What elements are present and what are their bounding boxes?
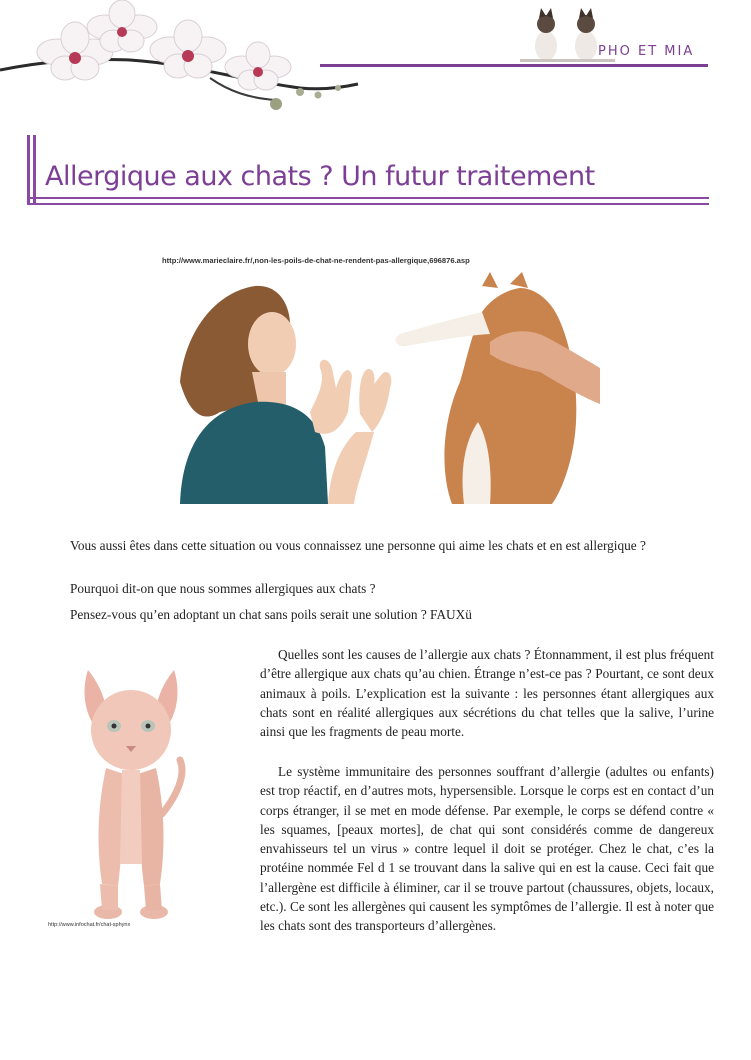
- title-frame: [27, 135, 709, 207]
- intro-paragraph-3: Pensez-vous qu’en adoptant un chat sans poils serait une solution ? FAUXü: [70, 607, 472, 622]
- brand-name: PHO ET MIA: [598, 44, 695, 59]
- image-source-caption: http://www.marieclaire.fr/,non-les-poils-de-chat-ne-rendent-pas-allergique,696876.asp: [162, 256, 470, 265]
- image-source-caption-2: http://www.infochat.fr/chat-sphynx: [48, 922, 131, 928]
- header-divider: [320, 64, 708, 67]
- orchid-branch-icon: [0, 0, 370, 118]
- page-title: Allergique aux chats ? Un futur traitement: [45, 161, 595, 193]
- intro-paragraph-1: Vous aussi êtes dans cette situation ou vous connaissez une personne qui aime les chats et en est allergique ?: [70, 538, 646, 553]
- body-paragraph-1: Quelles sont les causes de l’allergie aux chats ? Étonnamment, il est plus fréquent d’être allergique aux chats qu’au chien. Étrange n’est-ce pas ? Pourtant, ce sont deux animaux à poils. L’explication est la suivante : les personnes étant allergiques aux chats sont en réalité allergiques aux sécrétions du chat telles que la salive, l’urine ainsi que les fragments de peau morte.: [260, 647, 714, 740]
- body-paragraph-2: Le système immunitaire des personnes souffrant d’allergie (adultes ou enfants) est trop réactif, en d’autres mots, hypersensible. Lorsque le corps est en contact d’un corps étranger, il se met en mode défense. Par exemple, le corps se défend contre « les squames, [peaux mortes], de chat qui sont considérés comme de dangereux envahisseurs tel un virus » contre lequel il doit se protéger. Chez le chat, c’es la protéine nommée Fel d 1 se trouvant dans la salive qui en est la cause. Ceci fait que l’allergène est difficile à éliminer, car il se trouve partout (chaussures, objets, locaux, etc.). Ce sont les allergènes qui causent les symptômes de l’allergie. Il est à noter que les chats sont des transporteurs d’allergènes.: [260, 764, 714, 934]
- sphynx-cat-photo: [62, 664, 200, 926]
- woman-refusing-cat-photo: [160, 272, 600, 504]
- intro-paragraph-2: Pourquoi dit-on que nous sommes allergiques aux chats ?: [70, 581, 376, 596]
